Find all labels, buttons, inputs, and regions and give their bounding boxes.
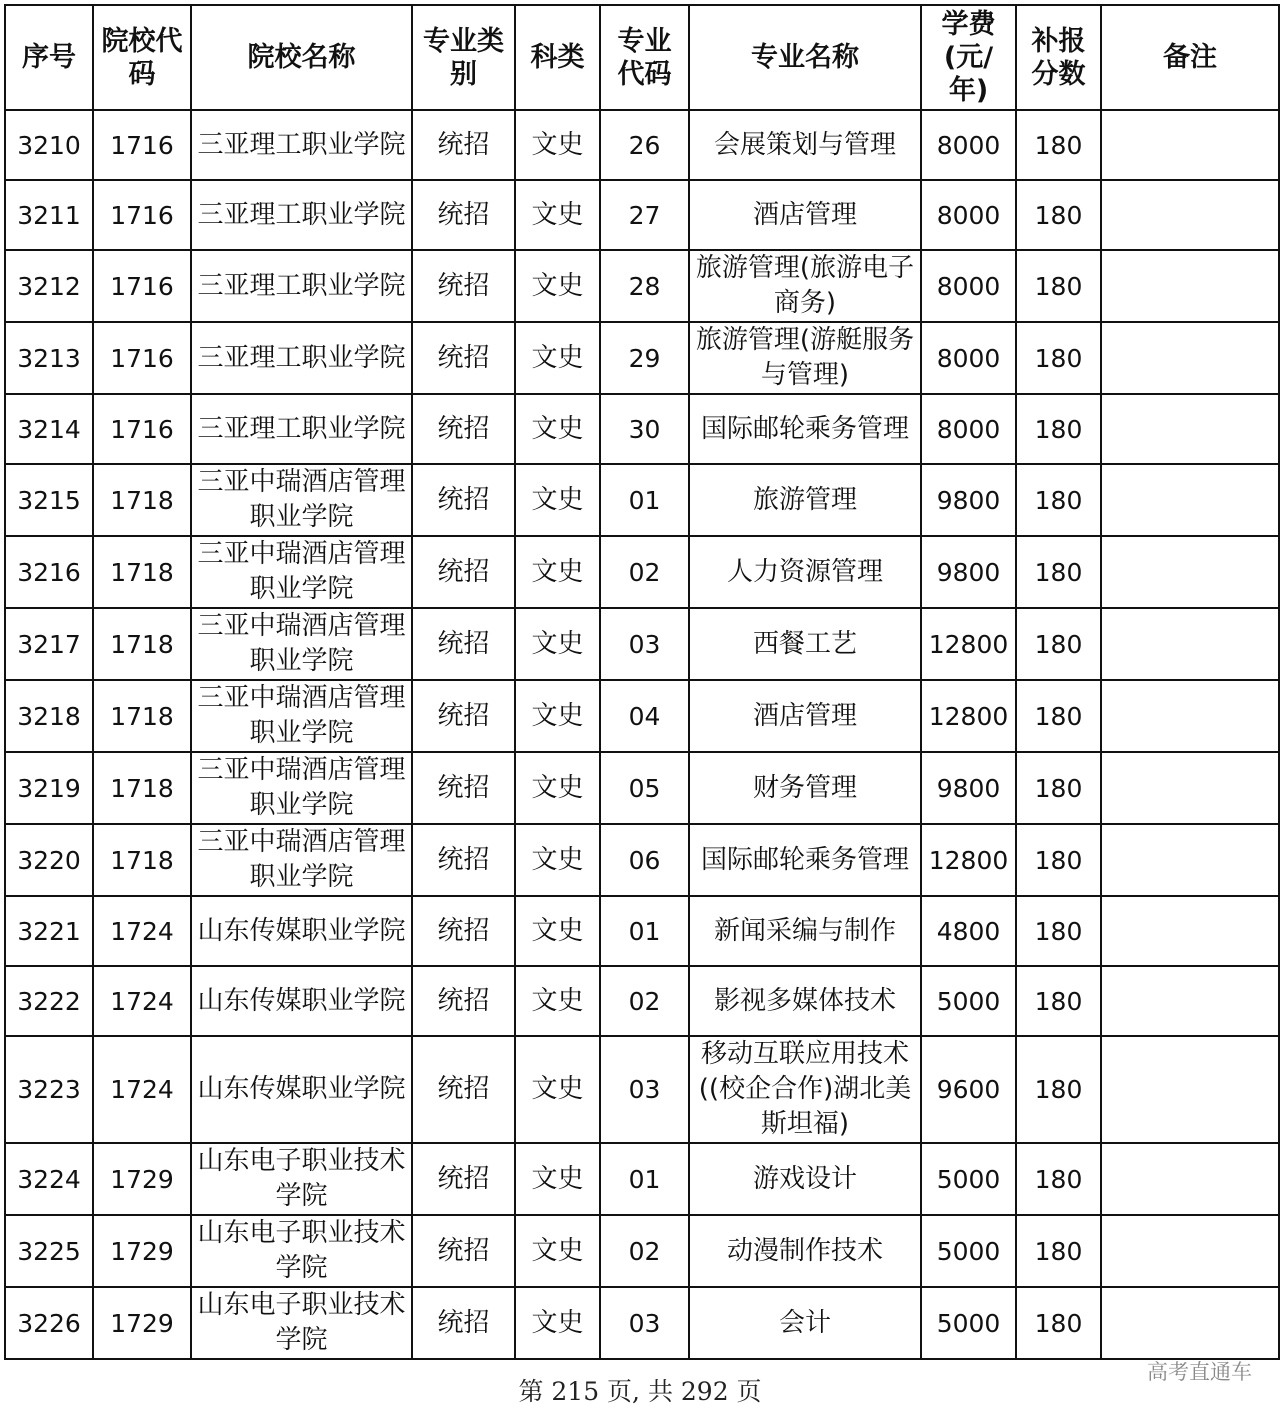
table-row	[5, 250, 1279, 322]
table-row	[5, 322, 1279, 394]
cell-subject: 文史	[515, 180, 600, 250]
cell-seq: 3221	[5, 896, 93, 966]
cell-major-category: 统招	[412, 608, 515, 680]
cell-subject: 文史	[515, 680, 600, 752]
cell-major-code: 29	[600, 322, 689, 394]
cell-subject: 文史	[515, 394, 600, 464]
cell-school-code: 1718	[93, 680, 191, 752]
cell-major-name: 会计	[689, 1287, 921, 1359]
cell-major-name: 游戏设计	[689, 1143, 921, 1215]
cell-major-category: 统招	[412, 966, 515, 1036]
cell-school-name: 三亚理工职业学院	[191, 110, 412, 180]
cell-school-name: 三亚中瑞酒店管理职业学院	[191, 608, 412, 680]
cell-seq: 3216	[5, 536, 93, 608]
cell-major-category: 统招	[412, 250, 515, 322]
cell-school-code: 1724	[93, 896, 191, 966]
cell-supplement-score: 180	[1016, 1287, 1101, 1359]
cell-seq: 3226	[5, 1287, 93, 1359]
cell-major-name: 国际邮轮乘务管理	[689, 394, 921, 464]
cell-tuition: 8000	[921, 250, 1016, 322]
cell-remarks	[1101, 896, 1279, 966]
cell-subject: 文史	[515, 824, 600, 896]
header-supplement-score: 补报分数	[1016, 5, 1101, 110]
cell-supplement-score: 180	[1016, 896, 1101, 966]
cell-school-code: 1729	[93, 1215, 191, 1287]
cell-subject: 文史	[515, 464, 600, 536]
cell-supplement-score: 180	[1016, 250, 1101, 322]
cell-school-code: 1718	[93, 752, 191, 824]
cell-school-name: 山东电子职业技术学院	[191, 1287, 412, 1359]
table-row	[5, 1287, 1279, 1359]
cell-major-category: 统招	[412, 1036, 515, 1143]
cell-major-code: 05	[600, 752, 689, 824]
cell-major-code: 03	[600, 1036, 689, 1143]
cell-subject: 文史	[515, 1036, 600, 1143]
cell-major-code: 02	[600, 536, 689, 608]
table-row	[5, 1143, 1279, 1215]
table-row	[5, 1215, 1279, 1287]
header-major-category: 专业类别	[412, 5, 515, 110]
cell-tuition: 12800	[921, 680, 1016, 752]
cell-seq: 3224	[5, 1143, 93, 1215]
cell-seq: 3218	[5, 680, 93, 752]
cell-major-code: 01	[600, 1143, 689, 1215]
cell-subject: 文史	[515, 322, 600, 394]
table-row	[5, 464, 1279, 536]
cell-supplement-score: 180	[1016, 110, 1101, 180]
cell-school-name: 三亚中瑞酒店管理职业学院	[191, 464, 412, 536]
cell-major-name: 财务管理	[689, 752, 921, 824]
cell-subject: 文史	[515, 896, 600, 966]
header-seq: 序号	[5, 5, 93, 110]
cell-major-code: 03	[600, 1287, 689, 1359]
cell-seq: 3223	[5, 1036, 93, 1143]
cell-seq: 3219	[5, 752, 93, 824]
cell-supplement-score: 180	[1016, 608, 1101, 680]
cell-school-name: 三亚理工职业学院	[191, 322, 412, 394]
table-row	[5, 966, 1279, 1036]
cell-tuition: 9800	[921, 536, 1016, 608]
cell-school-name: 三亚理工职业学院	[191, 250, 412, 322]
header-school-name: 院校名称	[191, 5, 412, 110]
table-row	[5, 180, 1279, 250]
cell-tuition: 8000	[921, 110, 1016, 180]
cell-school-name: 三亚中瑞酒店管理职业学院	[191, 824, 412, 896]
cell-remarks	[1101, 394, 1279, 464]
cell-seq: 3222	[5, 966, 93, 1036]
cell-seq: 3211	[5, 180, 93, 250]
cell-school-code: 1724	[93, 966, 191, 1036]
cell-school-code: 1729	[93, 1287, 191, 1359]
table-row	[5, 896, 1279, 966]
table-row	[5, 608, 1279, 680]
table-row	[5, 1036, 1279, 1143]
cell-major-category: 统招	[412, 110, 515, 180]
cell-major-name: 旅游管理(游艇服务与管理)	[689, 322, 921, 394]
table-row	[5, 680, 1279, 752]
cell-major-name: 旅游管理	[689, 464, 921, 536]
cell-school-code: 1718	[93, 608, 191, 680]
table-row	[5, 824, 1279, 896]
header-major-name: 专业名称	[689, 5, 921, 110]
cell-remarks	[1101, 322, 1279, 394]
cell-major-code: 01	[600, 464, 689, 536]
cell-major-code: 03	[600, 608, 689, 680]
cell-subject: 文史	[515, 110, 600, 180]
cell-supplement-score: 180	[1016, 180, 1101, 250]
cell-remarks	[1101, 1143, 1279, 1215]
cell-major-code: 06	[600, 824, 689, 896]
cell-remarks	[1101, 464, 1279, 536]
admissions-table	[4, 4, 1280, 1360]
cell-remarks	[1101, 752, 1279, 824]
cell-school-code: 1716	[93, 322, 191, 394]
cell-major-category: 统招	[412, 752, 515, 824]
cell-seq: 3210	[5, 110, 93, 180]
cell-major-category: 统招	[412, 1215, 515, 1287]
cell-major-name: 影视多媒体技术	[689, 966, 921, 1036]
cell-tuition: 5000	[921, 1215, 1016, 1287]
cell-school-code: 1716	[93, 110, 191, 180]
cell-school-name: 山东传媒职业学院	[191, 966, 412, 1036]
cell-tuition: 8000	[921, 322, 1016, 394]
cell-major-category: 统招	[412, 1287, 515, 1359]
header-school-code: 院校代码	[93, 5, 191, 110]
cell-school-code: 1716	[93, 180, 191, 250]
cell-supplement-score: 180	[1016, 322, 1101, 394]
cell-subject: 文史	[515, 536, 600, 608]
cell-seq: 3215	[5, 464, 93, 536]
cell-major-code: 30	[600, 394, 689, 464]
cell-major-code: 02	[600, 1215, 689, 1287]
cell-tuition: 9800	[921, 464, 1016, 536]
cell-major-category: 统招	[412, 322, 515, 394]
header-subject: 科类	[515, 5, 600, 110]
cell-school-code: 1724	[93, 1036, 191, 1143]
cell-tuition: 5000	[921, 1287, 1016, 1359]
cell-major-name: 国际邮轮乘务管理	[689, 824, 921, 896]
cell-school-code: 1716	[93, 250, 191, 322]
header-remarks: 备注	[1101, 5, 1279, 110]
cell-tuition: 12800	[921, 824, 1016, 896]
cell-remarks	[1101, 110, 1279, 180]
cell-school-code: 1718	[93, 824, 191, 896]
table-row	[5, 752, 1279, 824]
cell-major-name: 会展策划与管理	[689, 110, 921, 180]
cell-remarks	[1101, 536, 1279, 608]
cell-supplement-score: 180	[1016, 752, 1101, 824]
cell-school-code: 1718	[93, 536, 191, 608]
table-row	[5, 536, 1279, 608]
cell-school-name: 三亚理工职业学院	[191, 180, 412, 250]
cell-tuition: 12800	[921, 608, 1016, 680]
cell-remarks	[1101, 1036, 1279, 1143]
cell-remarks	[1101, 1215, 1279, 1287]
cell-tuition: 4800	[921, 896, 1016, 966]
table-row	[5, 394, 1279, 464]
watermark: 高考直通车	[1147, 1360, 1252, 1384]
cell-major-code: 27	[600, 180, 689, 250]
cell-supplement-score: 180	[1016, 680, 1101, 752]
cell-school-code: 1718	[93, 464, 191, 536]
cell-major-code: 26	[600, 110, 689, 180]
cell-tuition: 8000	[921, 394, 1016, 464]
cell-major-name: 新闻采编与制作	[689, 896, 921, 966]
cell-major-category: 统招	[412, 680, 515, 752]
header-tuition: 学费(元/年)	[921, 5, 1016, 110]
cell-supplement-score: 180	[1016, 824, 1101, 896]
cell-remarks	[1101, 824, 1279, 896]
cell-seq: 3225	[5, 1215, 93, 1287]
cell-school-name: 三亚中瑞酒店管理职业学院	[191, 752, 412, 824]
table-row	[5, 110, 1279, 180]
cell-supplement-score: 180	[1016, 966, 1101, 1036]
cell-subject: 文史	[515, 608, 600, 680]
cell-tuition: 5000	[921, 966, 1016, 1036]
cell-school-name: 山东电子职业技术学院	[191, 1143, 412, 1215]
cell-remarks	[1101, 680, 1279, 752]
cell-school-name: 三亚理工职业学院	[191, 394, 412, 464]
cell-supplement-score: 180	[1016, 394, 1101, 464]
cell-remarks	[1101, 966, 1279, 1036]
header-major-code: 专业代码	[600, 5, 689, 110]
cell-major-code: 28	[600, 250, 689, 322]
cell-tuition: 8000	[921, 180, 1016, 250]
cell-subject: 文史	[515, 250, 600, 322]
cell-major-code: 02	[600, 966, 689, 1036]
cell-remarks	[1101, 608, 1279, 680]
cell-seq: 3213	[5, 322, 93, 394]
cell-supplement-score: 180	[1016, 464, 1101, 536]
cell-subject: 文史	[515, 1287, 600, 1359]
cell-school-name: 三亚中瑞酒店管理职业学院	[191, 680, 412, 752]
cell-subject: 文史	[515, 752, 600, 824]
cell-major-category: 统招	[412, 536, 515, 608]
cell-subject: 文史	[515, 1143, 600, 1215]
cell-major-category: 统招	[412, 1143, 515, 1215]
cell-major-category: 统招	[412, 394, 515, 464]
cell-school-name: 山东电子职业技术学院	[191, 1215, 412, 1287]
cell-supplement-score: 180	[1016, 536, 1101, 608]
table-header-row	[5, 5, 1279, 110]
cell-tuition: 5000	[921, 1143, 1016, 1215]
cell-school-name: 三亚中瑞酒店管理职业学院	[191, 536, 412, 608]
cell-remarks	[1101, 180, 1279, 250]
cell-school-name: 山东传媒职业学院	[191, 896, 412, 966]
cell-major-name: 西餐工艺	[689, 608, 921, 680]
cell-supplement-score: 180	[1016, 1036, 1101, 1143]
cell-remarks	[1101, 250, 1279, 322]
cell-seq: 3214	[5, 394, 93, 464]
cell-school-name: 山东传媒职业学院	[191, 1036, 412, 1143]
cell-major-name: 动漫制作技术	[689, 1215, 921, 1287]
cell-school-code: 1716	[93, 394, 191, 464]
cell-major-category: 统招	[412, 180, 515, 250]
cell-supplement-score: 180	[1016, 1215, 1101, 1287]
cell-major-name: 旅游管理(旅游电子商务)	[689, 250, 921, 322]
cell-seq: 3220	[5, 824, 93, 896]
page-number: 第 215 页, 共 292 页	[518, 1377, 762, 1406]
cell-supplement-score: 180	[1016, 1143, 1101, 1215]
cell-tuition: 9800	[921, 752, 1016, 824]
cell-major-name: 酒店管理	[689, 180, 921, 250]
cell-major-category: 统招	[412, 824, 515, 896]
cell-major-name: 人力资源管理	[689, 536, 921, 608]
cell-subject: 文史	[515, 1215, 600, 1287]
cell-major-category: 统招	[412, 896, 515, 966]
cell-seq: 3217	[5, 608, 93, 680]
cell-subject: 文史	[515, 966, 600, 1036]
cell-major-code: 04	[600, 680, 689, 752]
cell-remarks	[1101, 1287, 1279, 1359]
cell-major-name: 移动互联应用技术((校企合作)湖北美斯坦福)	[689, 1036, 921, 1143]
cell-major-category: 统招	[412, 464, 515, 536]
cell-tuition: 9600	[921, 1036, 1016, 1143]
cell-major-name: 酒店管理	[689, 680, 921, 752]
cell-seq: 3212	[5, 250, 93, 322]
cell-major-code: 01	[600, 896, 689, 966]
cell-school-code: 1729	[93, 1143, 191, 1215]
